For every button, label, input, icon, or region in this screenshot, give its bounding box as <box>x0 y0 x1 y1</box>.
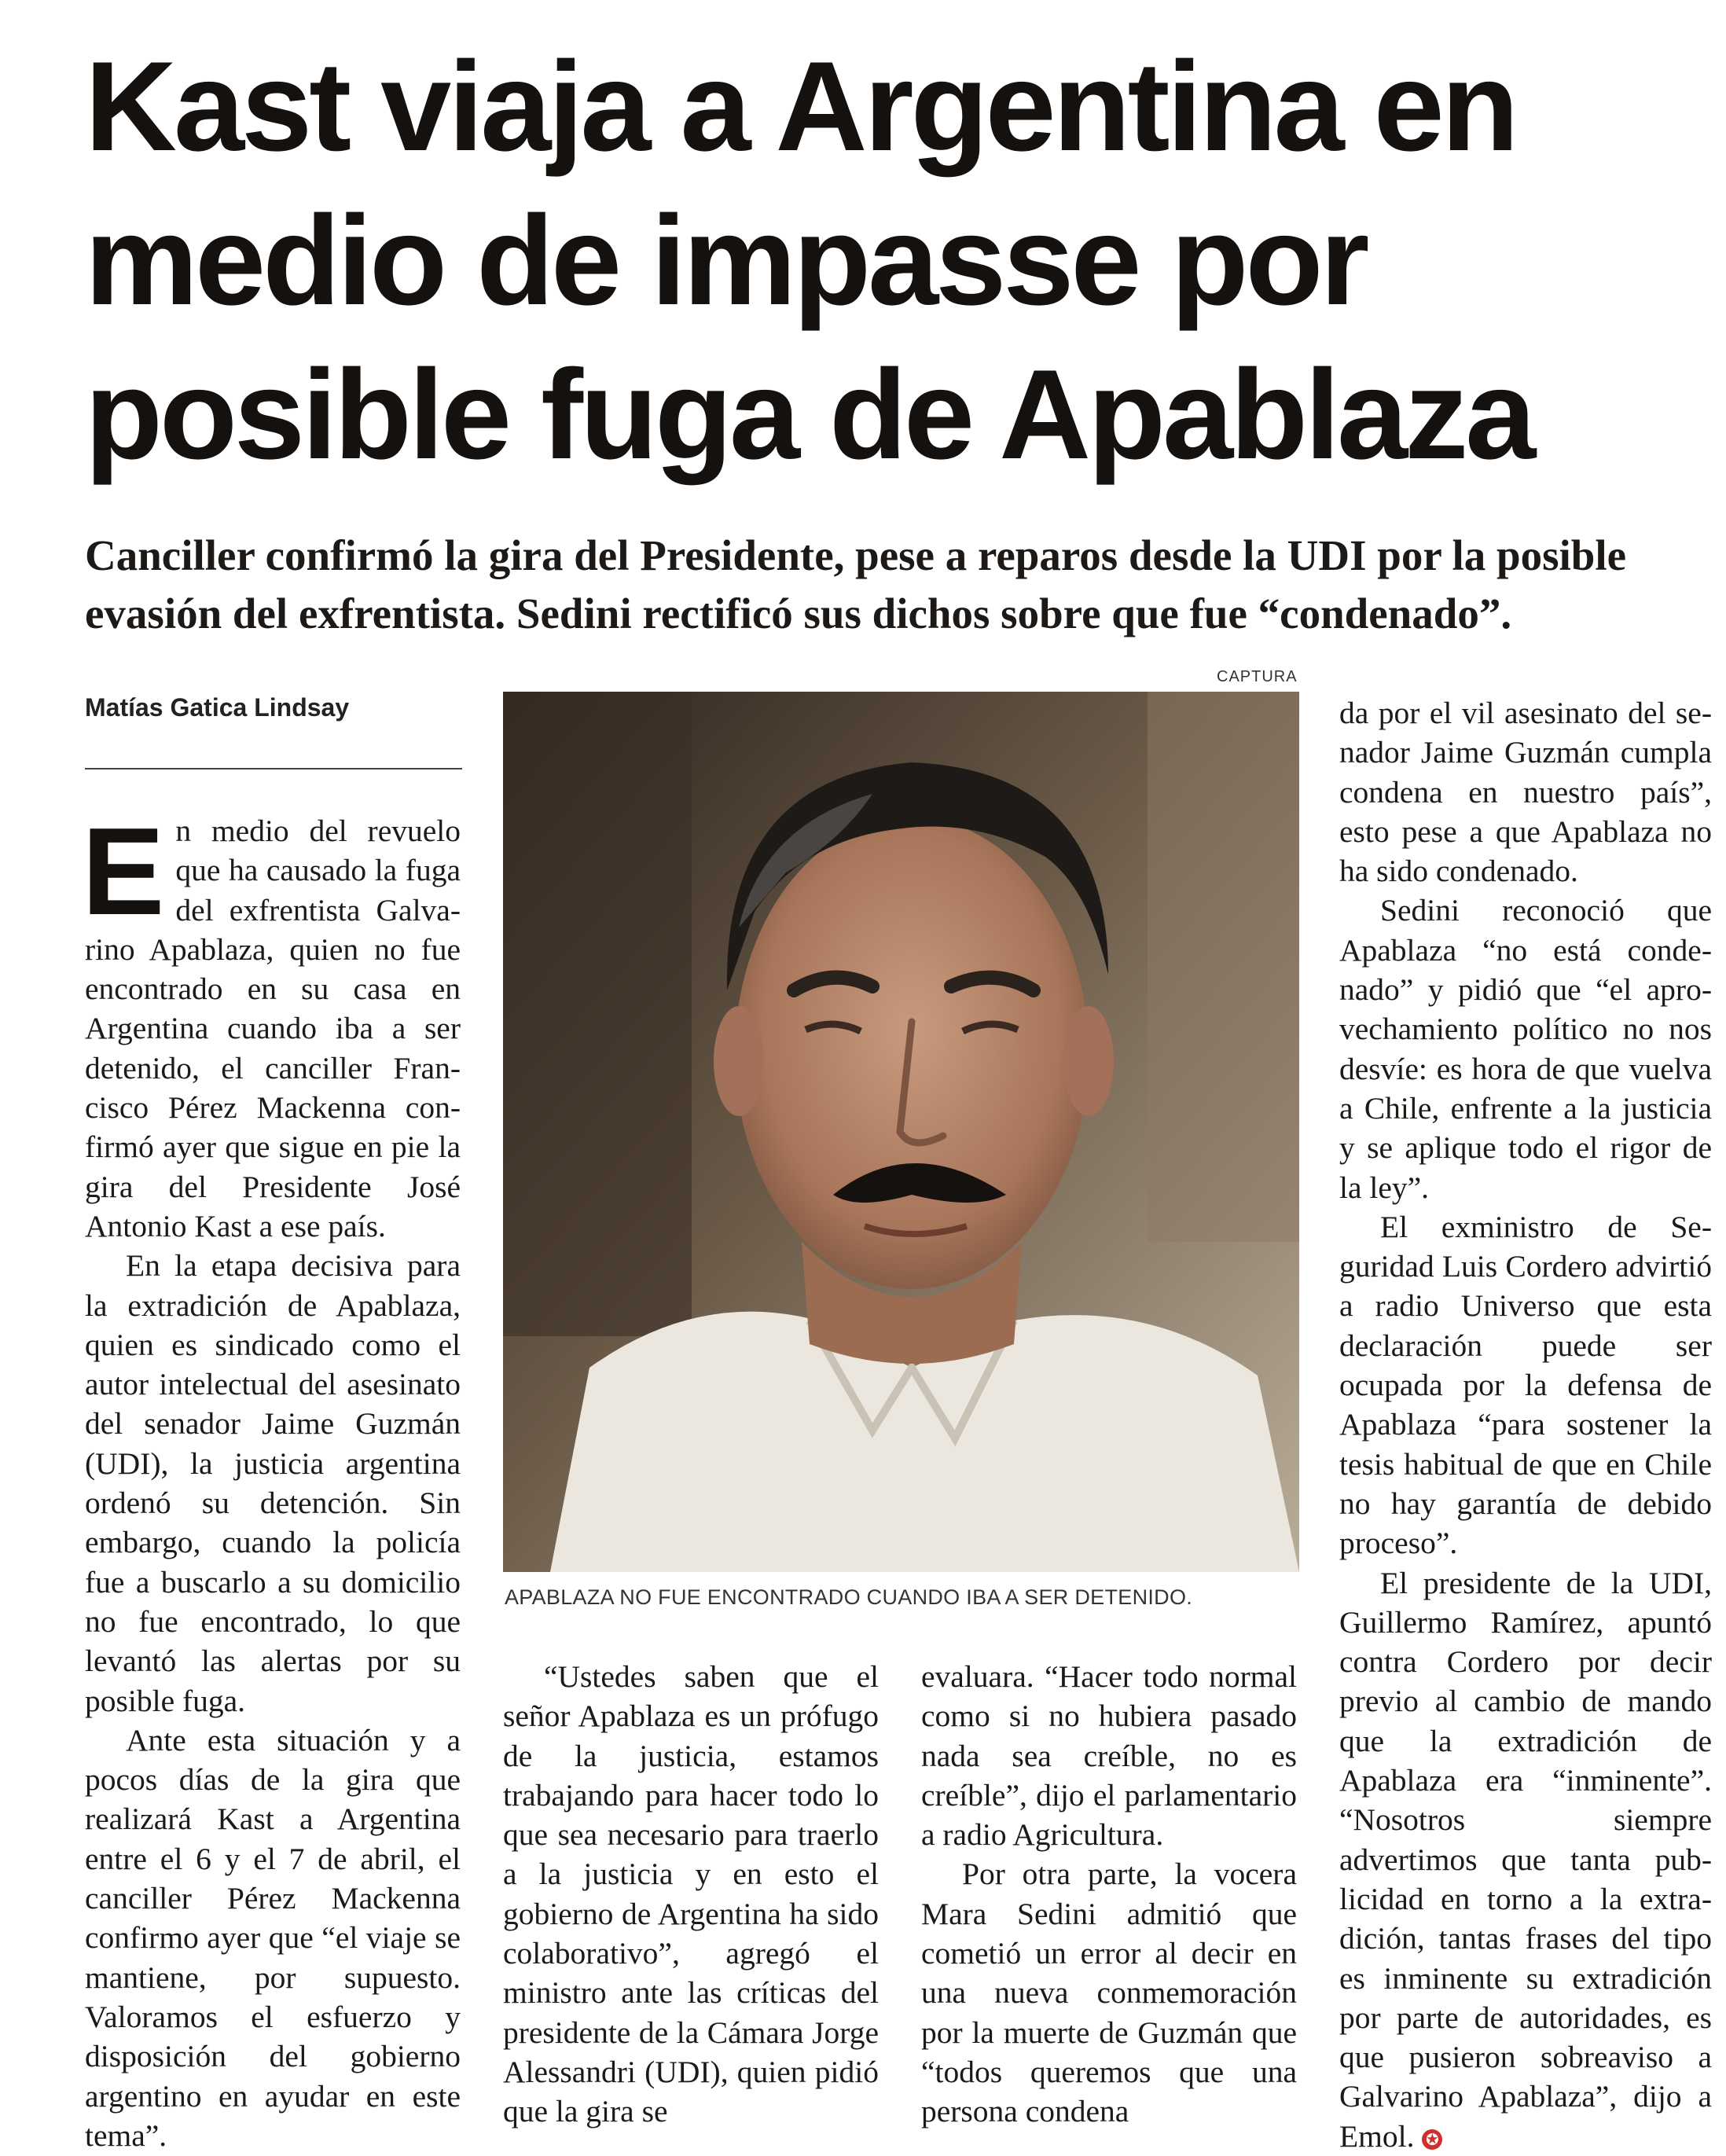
byline-divider <box>85 768 462 769</box>
article-paragraph <box>82 803 461 1246</box>
article-column-2 <box>503 1657 879 2132</box>
end-mark-icon: ✪ <box>1422 2129 1442 2150</box>
headline-line: Kast viaja a Argentina en <box>85 35 1516 178</box>
headline <box>85 30 1704 492</box>
byline: Matías Gatica Lindsay <box>85 693 350 722</box>
photo-credit: CAPTURA <box>1217 668 1298 685</box>
article-paragraph: evaluara. “Hacer todo normal como si no hubiera pasado nada sea creíble, no es creíble”, dijo el parlamentario a radio Agricultura. <box>921 1659 1297 1853</box>
article-column-3 <box>921 1657 1297 2132</box>
article-paragraph: Sedini reconoció que Apablaza “no está condenado” y pidió que “el aprovechamiento político no nos desvíe: es hora de que vuelva a Chile, enfrente a la justicia y se aplique todo el rigor de la ley”. <box>1339 893 1712 1205</box>
article-column-4 <box>1339 693 1712 2156</box>
photo-caption: APABLAZA NO FUE ENCONTRADO CUANDO IBA A SER DETENIDO. <box>505 1585 1193 1609</box>
headline-line: medio de impasse por <box>85 189 1367 332</box>
paragraph-text: n medio del revuelo que ha causado la fuga del exfrentista Galvarino Apablaza, quien no fue encontrado en su casa en Argentina cuando iba a ser detenido, el canciller Francisco Pérez Mackenna confirmó ayer que sigue en pie la gira del Presidente José Antonio Kast a ese país. <box>85 814 461 1243</box>
portrait-illustration <box>503 692 1299 1572</box>
article-paragraph: En la etapa decisiva para la extradición de Apablaza, quien es sindicado como el autor intelectual del asesinato del senador Jaime Guzmán (UDI), la justicia argentina ordenó su detención. Sin embargo, cuando la policía fue a buscarlo a su domicilio no fue encontrado, lo que levantó las alertas por su posible fuga. <box>85 1248 461 1718</box>
paragraph-text: El presidente de la UDI, Guillermo Ramírez, apuntó contra Cordero por decir previo al cambio de mando que la extradición de Apablaza era “inminente”. “Nosotros siempre advertimos que tanta publicidad en torno a la extradición, tantas frases del tipo es inminente su extradición por parte de autoridades, es que pusieron sobreaviso a Galvarino Apablaza”, dijo a Emol. <box>1339 1565 1712 2154</box>
subheadline <box>85 527 1712 643</box>
article-paragraph: Ante esta situación y a pocos días de la gira que realizará Kast a Argentina entre el 6 y el 7 de abril, el canciller Pérez Mackenna confirmo ayer que “el viaje se mantiene, por supuesto. Valoramos el esfuerzo y disposición del gobierno argentino en ayudar en este tema”. <box>85 1722 461 2153</box>
article-paragraph: “Ustedes saben que el señor Apablaza es un prófugo de la justicia, estamos trabajando para hacer todo lo que sea necesario para traerlo a la justicia y en esto el gobierno de Argentina ha sido colaborativo”, agregó el ministro ante las críticas del presidente de la Cámara Jorge Alessandri (UDI), quien pidió que la gira se <box>503 1659 879 2129</box>
subheadline-line: Canciller confirmó la gira del Presidente, pese a reparos desde la UDI por la posible <box>85 531 1627 579</box>
article-paragraph: da por el vil asesinato del senador Jaime Guzmán cumpla condena en nuestro país”, esto pese a que Apablaza no ha sido condenado. <box>1339 696 1712 889</box>
headline-line: posible fuga de Apablaza <box>85 343 1533 486</box>
article-paragraph: El exministro de Seguridad Luis Cordero advirtió a radio Universo que esta declaración puede ser ocupada por la defensa de Apablaza “para sostener la tesis habitual de que en Chile no hay garantía de debido proceso”. <box>1339 1209 1712 1561</box>
article-column-1 <box>82 803 461 2155</box>
drop-cap: E <box>82 803 165 941</box>
article-photo <box>503 692 1299 1572</box>
article-paragraph <box>1339 1563 1712 2156</box>
article-paragraph: Por otra parte, la vocera Mara Sedini admitió que cometió un error al decir en una nueva conmemoración por la muerte de Guzmán que “todos queremos que una persona condena <box>921 1857 1297 2129</box>
subheadline-line: evasión del exfrentista. Sedini rectificó sus dichos sobre que fue “condenado”. <box>85 590 1512 637</box>
